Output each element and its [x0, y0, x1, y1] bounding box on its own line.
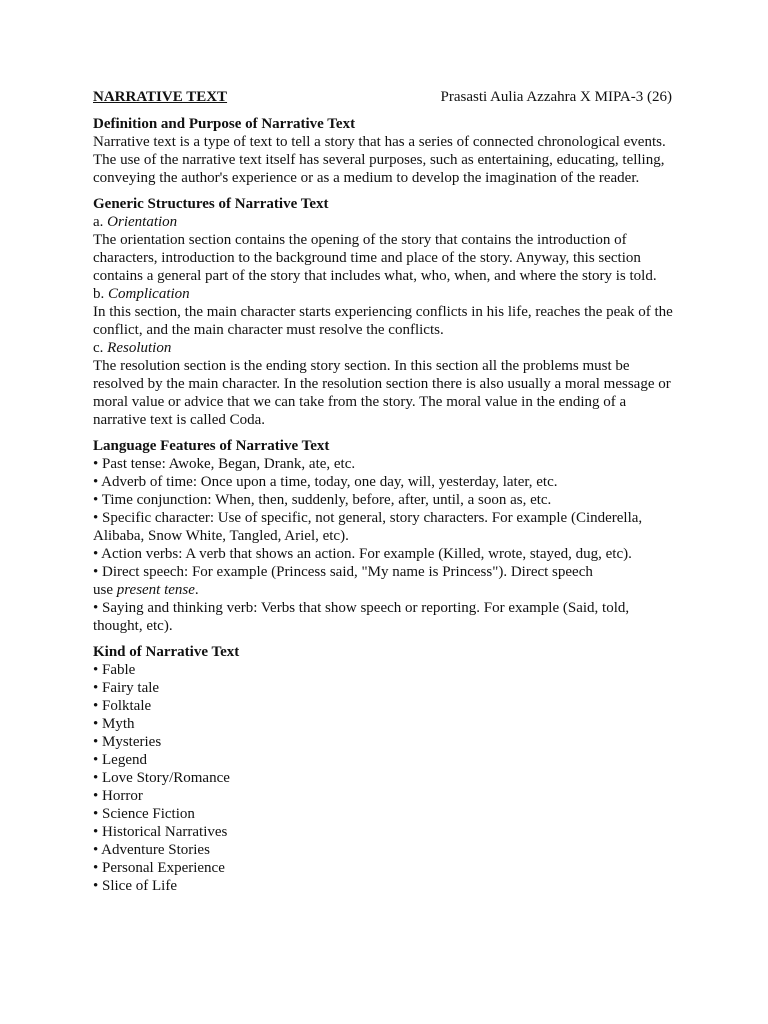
list-item	[93, 563, 678, 599]
structure-name: Orientation	[107, 214, 178, 230]
document-title: NARRATIVE TEXT	[93, 89, 228, 105]
author-line: Prasasti Aulia Azzahra X MIPA-3 (26)	[440, 89, 672, 105]
structure-complication-body: In this section, the main character starts experiencing conflicts in his life, reaches the peak of the conflict, and the main character must resolve the conflicts.	[93, 304, 673, 338]
definition-section	[93, 115, 678, 187]
list-item: • Science Fiction	[93, 806, 195, 822]
kinds-section	[93, 643, 678, 895]
features-list	[93, 455, 678, 635]
list-item: • Adverb of time: Once upon a time, today, one day, will, yesterday, later, etc.	[93, 474, 558, 490]
list-item: • Saying and thinking verb: Verbs that show speech or reporting. For example (Said, told, thought, etc).	[93, 600, 630, 634]
structure-letter: a.	[93, 214, 108, 230]
direct-speech-line: • Direct speech: For example (Princess said, "My name is Princess"). Direct speech	[93, 564, 593, 580]
structure-orientation-body: The orientation section contains the opening of the story that contains the introduction of characters, introduction to the background time and place of the story. Anyway, this section contains a general part of the story that includes what, who, when, and where the story is told.	[93, 232, 657, 284]
features-heading: Language Features of Narrative Text	[93, 438, 330, 454]
direct-speech-use: use	[93, 582, 117, 598]
list-item: • Specific character: Use of specific, not general, story characters. For example (Cinderella, Alibaba, Snow White, Tangled, Ariel, etc).	[93, 510, 643, 544]
features-section	[93, 437, 678, 635]
structure-name: Complication	[108, 286, 190, 302]
list-item: • Personal Experience	[93, 860, 225, 876]
direct-speech-emphasis: present tense	[116, 582, 195, 598]
list-item: • Fable	[93, 662, 136, 678]
document-header	[93, 87, 678, 107]
list-item: • Love Story/Romance	[93, 770, 230, 786]
document-page	[93, 87, 678, 903]
list-item: • Myth	[93, 716, 135, 732]
list-item: • Folktale	[93, 698, 152, 714]
list-item: • Historical Narratives	[93, 824, 228, 840]
list-item: • Mysteries	[93, 734, 162, 750]
structure-name: Resolution	[107, 340, 172, 356]
structures-section	[93, 195, 678, 429]
structures-heading: Generic Structures of Narrative Text	[93, 196, 329, 212]
list-item: • Action verbs: A verb that shows an action. For example (Killed, wrote, stayed, dug, etc).	[93, 546, 632, 562]
structure-orientation-label	[93, 213, 678, 231]
structure-complication-label	[93, 285, 678, 303]
kinds-heading: Kind of Narrative Text	[93, 644, 240, 660]
structure-resolution-label	[93, 339, 678, 357]
list-item: • Fairy tale	[93, 680, 160, 696]
definition-body: Narrative text is a type of text to tell a story that has a series of connected chronological events. The use of the narrative text itself has several purposes, such as entertaining, educating, telling, conveying the author's experience or as a medium to develop the imagination of the reader.	[93, 134, 666, 186]
list-item: • Time conjunction: When, then, suddenly, before, after, until, a soon as, etc.	[93, 492, 552, 508]
definition-heading: Definition and Purpose of Narrative Text	[93, 116, 356, 132]
structure-resolution-body: The resolution section is the ending story section. In this section all the problems must be resolved by the main character. In the resolution section there is also usually a moral message or moral value or advice that we can take from the story. The moral value in the ending of a narrative text is called Coda.	[93, 358, 671, 428]
list-item: • Adventure Stories	[93, 842, 210, 858]
kinds-list	[93, 661, 678, 895]
list-item: • Past tense: Awoke, Began, Drank, ate, etc.	[93, 456, 356, 472]
list-item: • Legend	[93, 752, 147, 768]
structure-letter: b.	[93, 286, 108, 302]
list-item: • Horror	[93, 788, 143, 804]
list-item: • Slice of Life	[93, 878, 177, 894]
direct-speech-end: .	[194, 582, 199, 598]
structure-letter: c.	[93, 340, 108, 356]
